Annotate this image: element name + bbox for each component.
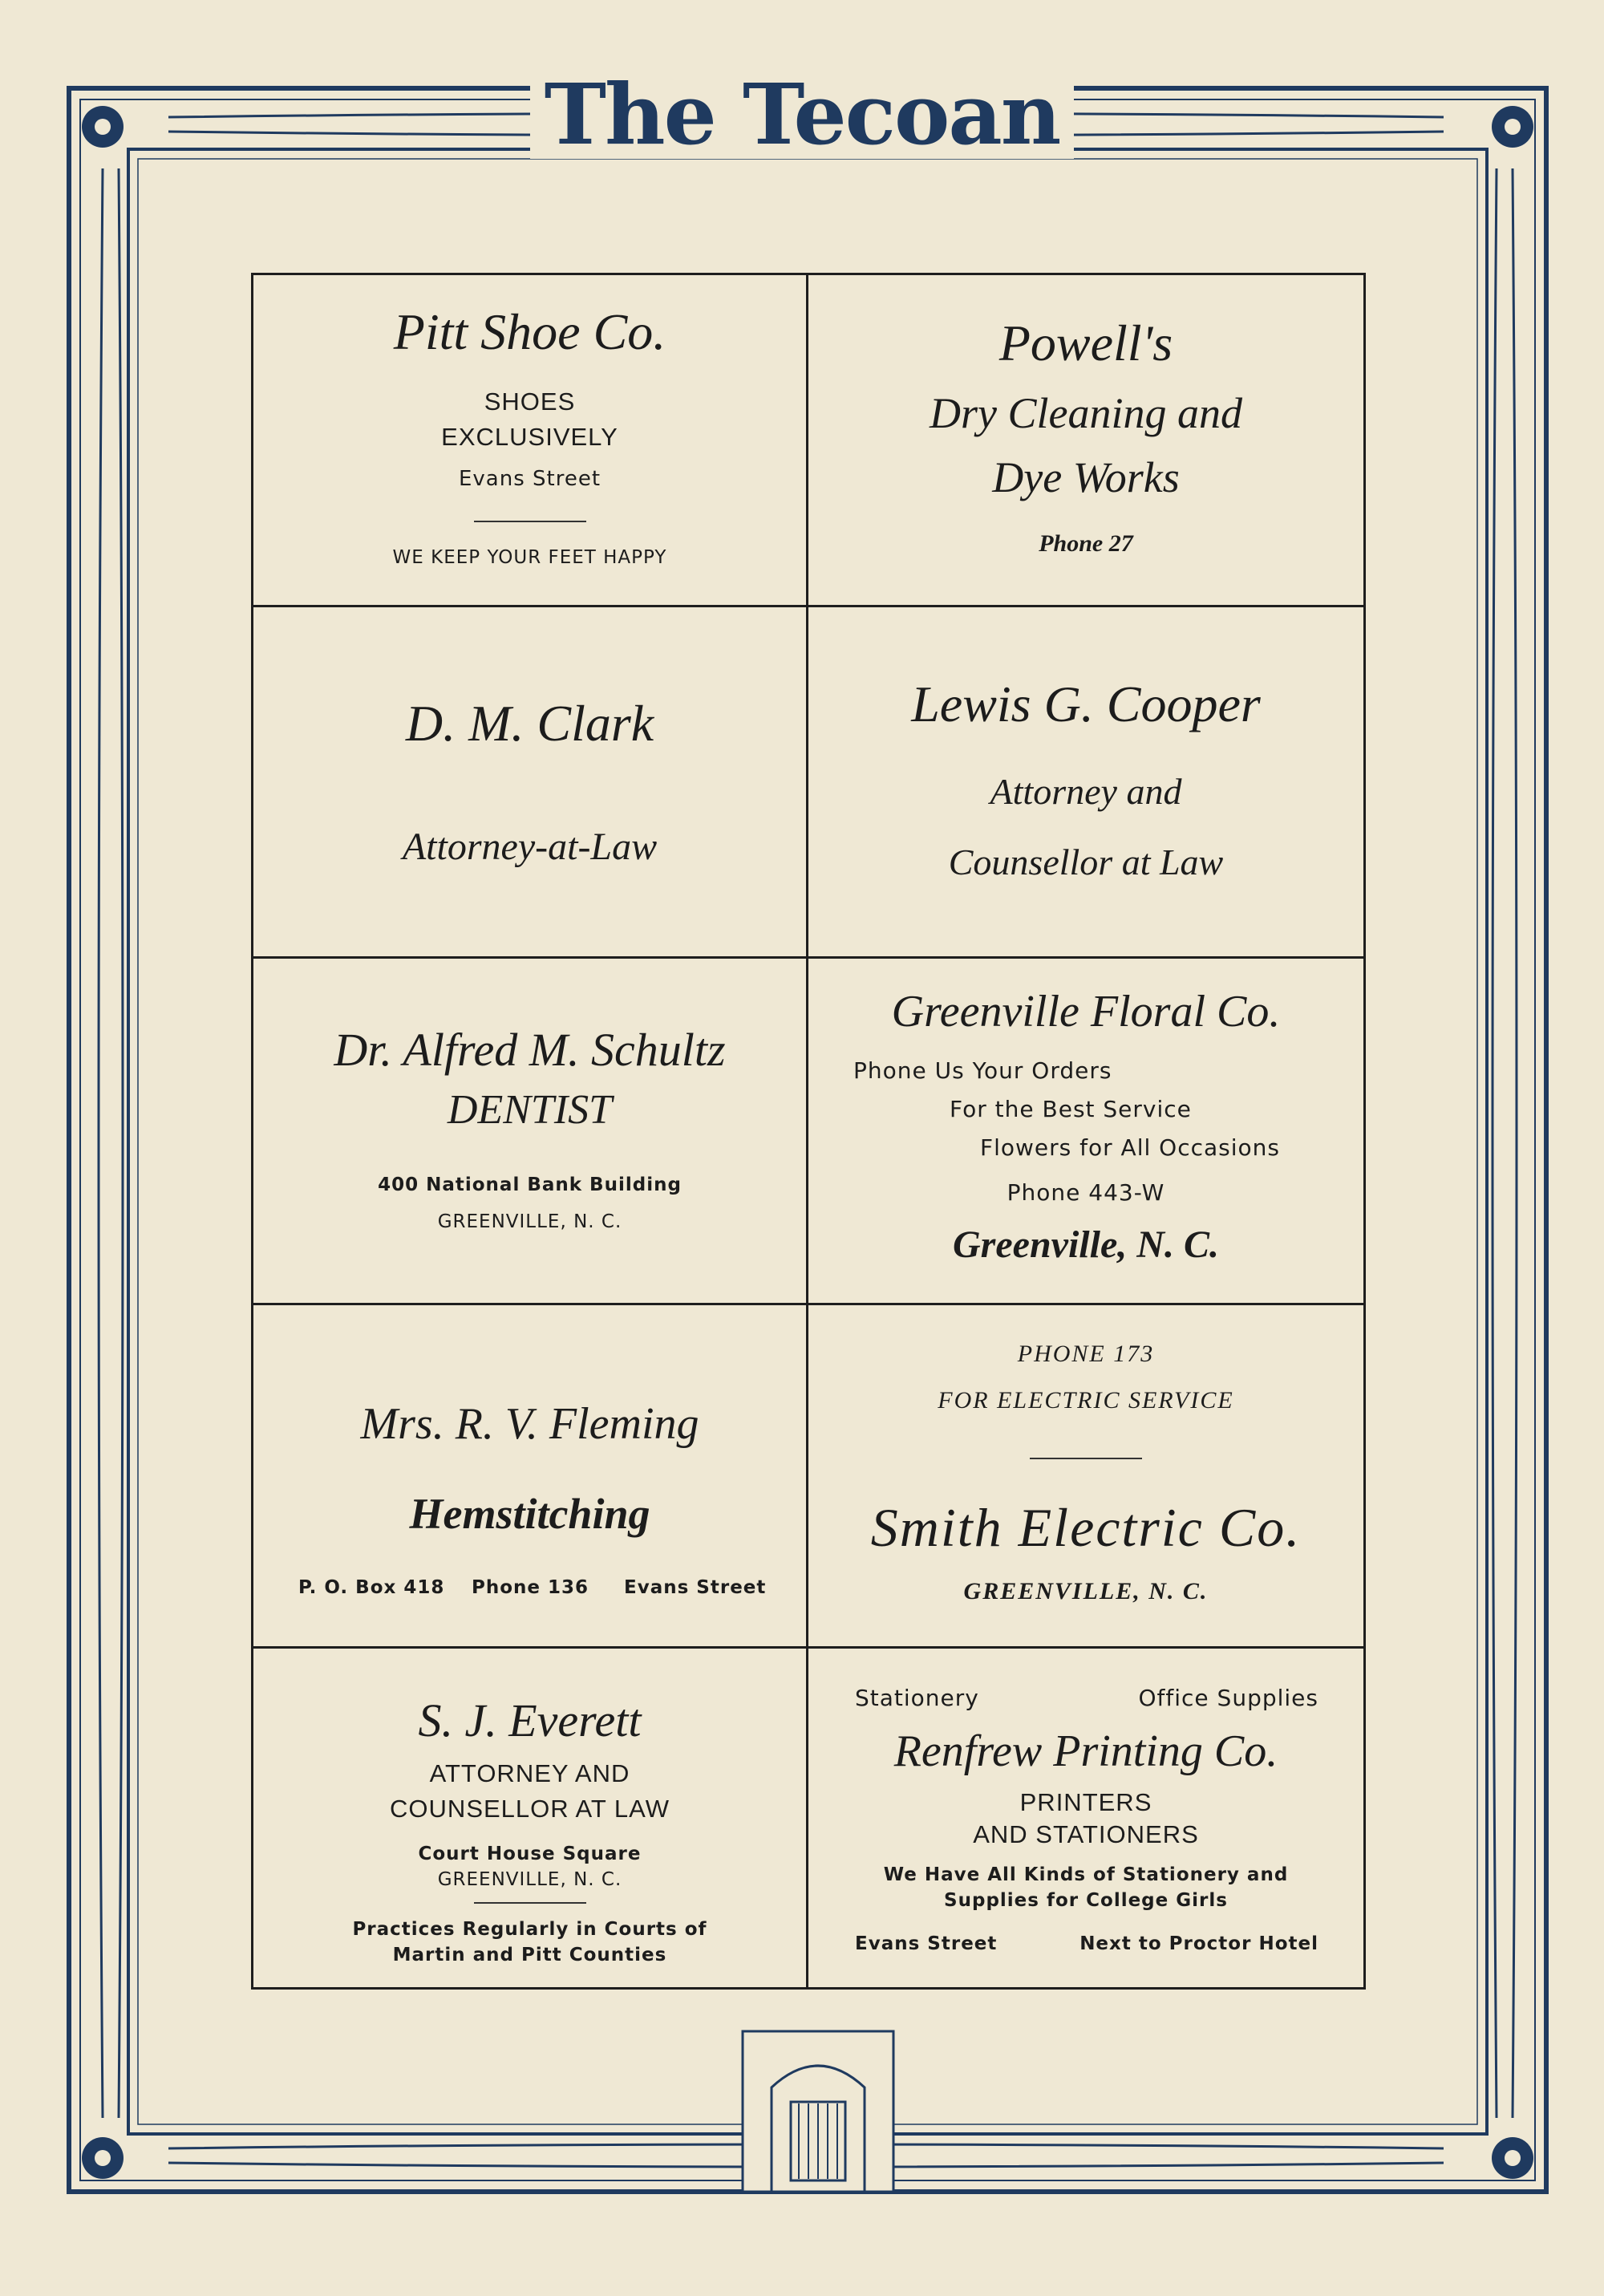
ad-service: Hemstitching: [409, 1490, 650, 1538]
ad-clark: [253, 607, 808, 959]
ad-pitt-shoe: [253, 275, 808, 607]
ad-line: Dry Cleaning and: [930, 389, 1242, 437]
ad-slogan: WE KEEP YOUR FEET HAPPY: [392, 547, 667, 568]
ad-box: P. O. Box 418: [298, 1577, 445, 1598]
ad-phone: PHONE 173: [1017, 1341, 1155, 1367]
ad-title: DENTIST: [447, 1087, 613, 1133]
ad-name: Renfrew Printing Co.: [893, 1726, 1278, 1776]
ad-street: Evans Street: [855, 1933, 998, 1954]
ad-everett: [253, 1649, 808, 1987]
ad-name: D. M. Clark: [405, 695, 654, 752]
ad-landmark: Next to Proctor Hotel: [1079, 1933, 1318, 1954]
divider: [253, 521, 806, 522]
ad-line: Dye Works: [992, 453, 1180, 501]
ad-powell: [808, 275, 1363, 607]
ad-name: Powell's: [998, 314, 1173, 371]
ad-desc: We Have All Kinds of Stationery and: [883, 1864, 1289, 1885]
ad-practice: Practices Regularly in Courts of: [352, 1919, 707, 1940]
ad-address: Court House Square: [418, 1844, 642, 1864]
ad-tagline: FOR ELECTRIC SERVICE: [938, 1387, 1234, 1414]
ad-name: Dr. Alfred M. Schultz: [334, 1024, 726, 1076]
masthead-title: The Tecoan: [530, 71, 1075, 159]
ad-city: GREENVILLE, N. C.: [963, 1578, 1209, 1604]
ad-phone: Phone 27: [1039, 530, 1133, 557]
ad-name: Lewis G. Cooper: [911, 675, 1261, 732]
ad-city: Greenville, N. C.: [953, 1223, 1219, 1266]
ad-city: GREENVILLE, N. C.: [437, 1869, 622, 1890]
ad-line: Phone Us Your Orders: [853, 1057, 1112, 1084]
ad-street: Evans Street: [624, 1577, 767, 1598]
ad-smith-electric: [808, 1305, 1363, 1649]
ad-practice: Martin and Pitt Counties: [392, 1945, 667, 1965]
advertisement-grid: [251, 273, 1366, 1990]
ad-phone: Phone 136: [472, 1577, 589, 1598]
ad-line: AND STATIONERS: [973, 1820, 1199, 1848]
ad-top-right: Office Supplies: [1138, 1685, 1318, 1711]
masthead: [0, 65, 1604, 164]
ad-line: Flowers for All Occasions: [980, 1134, 1280, 1161]
ad-name: Mrs. R. V. Fleming: [360, 1399, 699, 1449]
ad-line: SHOES: [484, 387, 576, 416]
ad-top-left: Stationery: [855, 1685, 979, 1711]
ad-cooper: [808, 607, 1363, 959]
ad-line: PRINTERS: [1019, 1788, 1152, 1816]
ad-street: Evans Street: [458, 467, 602, 491]
ad-name: Smith Electric Co.: [870, 1497, 1302, 1558]
ad-line: For the Best Service: [950, 1096, 1192, 1122]
ad-phone: Phone 443-W: [1007, 1179, 1165, 1206]
ad-schultz: [253, 959, 808, 1305]
ad-fleming: [253, 1305, 808, 1649]
ad-desc: Supplies for College Girls: [944, 1890, 1228, 1911]
ad-address: 400 National Bank Building: [378, 1174, 682, 1195]
ad-greenville-floral: [808, 959, 1363, 1305]
ad-renfrew: [808, 1649, 1363, 1987]
ad-name: Pitt Shoe Co.: [393, 303, 666, 360]
ad-line: EXCLUSIVELY: [441, 423, 618, 451]
ad-name: S. J. Everett: [418, 1694, 642, 1746]
ad-city: GREENVILLE, N. C.: [437, 1211, 622, 1232]
ad-line: Counsellor at Law: [948, 842, 1224, 882]
divider: [253, 1902, 806, 1904]
ad-line: Attorney and: [990, 771, 1182, 812]
ad-line: COUNSELLOR AT LAW: [390, 1795, 670, 1823]
ad-title: Attorney-at-Law: [402, 826, 658, 868]
ad-line: ATTORNEY AND: [429, 1759, 630, 1787]
divider: [808, 1458, 1363, 1459]
ad-name: Greenville Floral Co.: [891, 987, 1281, 1036]
